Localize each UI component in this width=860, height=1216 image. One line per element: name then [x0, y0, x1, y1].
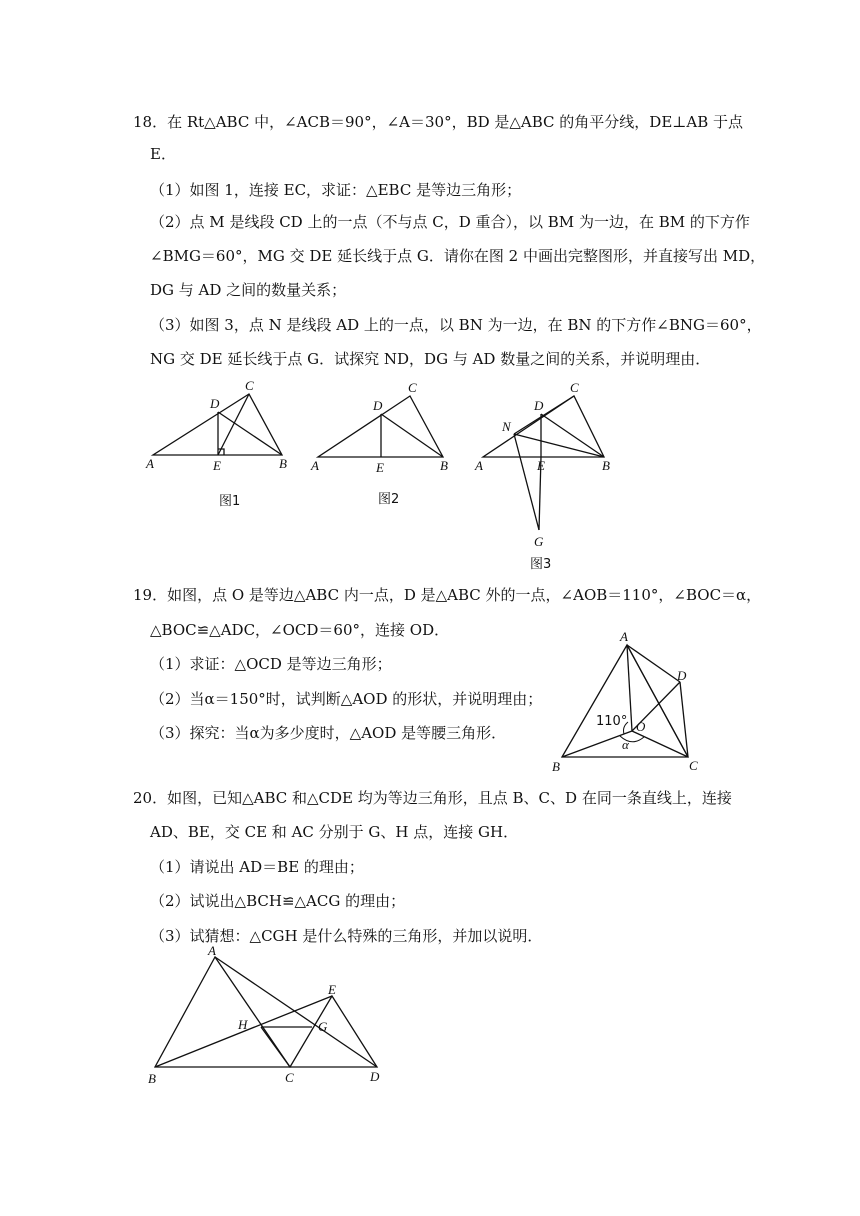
fig1-caption: 图1 [219, 494, 241, 509]
q18-line-6: DG 与 AD 之间的数量关系； [150, 281, 347, 299]
fig3-segment-nc [514, 396, 574, 434]
q19-label-alpha: α [622, 737, 629, 752]
q18-line-3: （1）如图 1，连接 EC，求证：△EBC 是等边三角形； [150, 181, 522, 199]
fig3-segment-ng [514, 434, 539, 530]
q20-line-2: AD、BE，交 CE 和 AC 分别于 G、H 点，连接 GH． [150, 823, 519, 841]
q18-figure-2 [305, 378, 465, 518]
q20-label-a: A [208, 943, 216, 958]
q18-figure-3 [470, 378, 630, 574]
q19-line-4: （2）当α＝150°时，试判断△AOD 的形状，并说明理由； [150, 690, 543, 708]
fig3-segment-bd [541, 414, 604, 457]
q19-line-3: （1）求证：△OCD 是等边三角形； [150, 655, 392, 673]
q20-line-4: （2）试说出△BCH≌△ACG 的理由； [150, 892, 406, 910]
q19-label-o: O [636, 719, 646, 734]
q20-label-c: C [285, 1070, 294, 1085]
fig1-label-b: B [279, 456, 287, 471]
q18-line-2: E． [150, 145, 176, 163]
q20-label-h: H [238, 1017, 248, 1032]
q18-figure-1 [140, 378, 300, 518]
fig2-label-a: A [311, 458, 319, 473]
fig2-label-e: E [376, 460, 384, 475]
fig3-label-a: A [475, 458, 483, 473]
q20-segment-ad [215, 957, 377, 1067]
fig3-label-c: C [570, 380, 579, 395]
q20-line-1: 20．如图，已知△ABC 和△CDE 均为等边三角形，且点 B、C、D 在同一条直线上，连接 [133, 789, 732, 807]
fig3-label-e: E [537, 458, 545, 473]
q19-label-c: C [689, 758, 698, 773]
fig1-label-c: C [245, 378, 254, 393]
fig1-label-d: D [210, 396, 220, 411]
q19-segment-ao [627, 645, 632, 731]
fig1-label-a: A [146, 456, 154, 471]
q19-label-a: A [620, 629, 628, 644]
q19-line-2: △BOC≌△ADC，∠OCD＝60°，连接 OD． [150, 621, 450, 639]
fig2-label-d: D [373, 398, 383, 413]
q18-line-5: ∠BMG＝60°，MG 交 DE 延长线于点 G．请你在图 2 中画出完整图形，并直接写出 MD， [150, 247, 766, 265]
fig2-caption: 图2 [378, 492, 400, 507]
q20-label-d: D [370, 1069, 380, 1084]
q19-segment-co [632, 731, 688, 757]
fig2-label-c: C [408, 380, 417, 395]
q18-line-8: NG 交 DE 延长线于点 G．试探究 ND，DG 与 AD 数量之间的关系，并说明理由． [150, 350, 711, 368]
q20-figure [140, 945, 400, 1095]
q20-triangle-cde [290, 996, 377, 1067]
fig3-label-g: G [534, 534, 544, 549]
q20-label-e: E [328, 982, 336, 997]
q19-angle-110: 110° [596, 714, 628, 729]
fig3-caption: 图3 [530, 557, 552, 572]
fig1-label-e: E [213, 458, 221, 473]
q19-line-5: （3）探究：当α为多少度时，△AOD 是等腰三角形． [150, 724, 507, 742]
q20-label-b: B [148, 1071, 156, 1086]
fig3-label-n: N [502, 419, 511, 434]
q18-line-4: （2）点 M 是线段 CD 上的一点（不与点 C，D 重合），以 BM 为一边，在 BM 的下方作 [150, 213, 750, 231]
q20-line-5: （3）试猜想：△CGH 是什么特殊的三角形，并加以说明． [150, 927, 543, 945]
q19-segment-da-extra [627, 645, 688, 757]
q19-segment-ad [627, 645, 680, 682]
q19-figure [540, 625, 720, 780]
q18-line-1: 18．在 Rt△ABC 中，∠ACB＝90°，∠A＝30°，BD 是△ABC 的角平分线，DE⊥AB 于点 [133, 113, 744, 131]
q18-line-7: （3）如图 3，点 N 是线段 AD 上的一点，以 BN 为一边，在 BN 的下方作∠BNG＝60°， [150, 316, 762, 334]
fig2-label-b: B [440, 458, 448, 473]
q19-line-1: 19．如图，点 O 是等边△ABC 内一点，D 是△ABC 外的一点，∠AOB＝110°，∠BOC＝α， [133, 586, 762, 604]
fig3-segment-nb [514, 434, 604, 457]
q20-label-g: G [318, 1019, 328, 1034]
fig3-label-b: B [602, 458, 610, 473]
fig2-segment-bd [381, 414, 443, 457]
q19-label-d: D [677, 668, 687, 683]
q20-line-3: （1）请说出 AD＝BE 的理由； [150, 858, 364, 876]
q20-segment-hc [261, 1027, 290, 1067]
fig1-segment-bd [218, 412, 282, 455]
q20-triangle-abc [155, 957, 290, 1067]
q19-label-b: B [552, 759, 560, 774]
fig3-label-d: D [534, 398, 544, 413]
